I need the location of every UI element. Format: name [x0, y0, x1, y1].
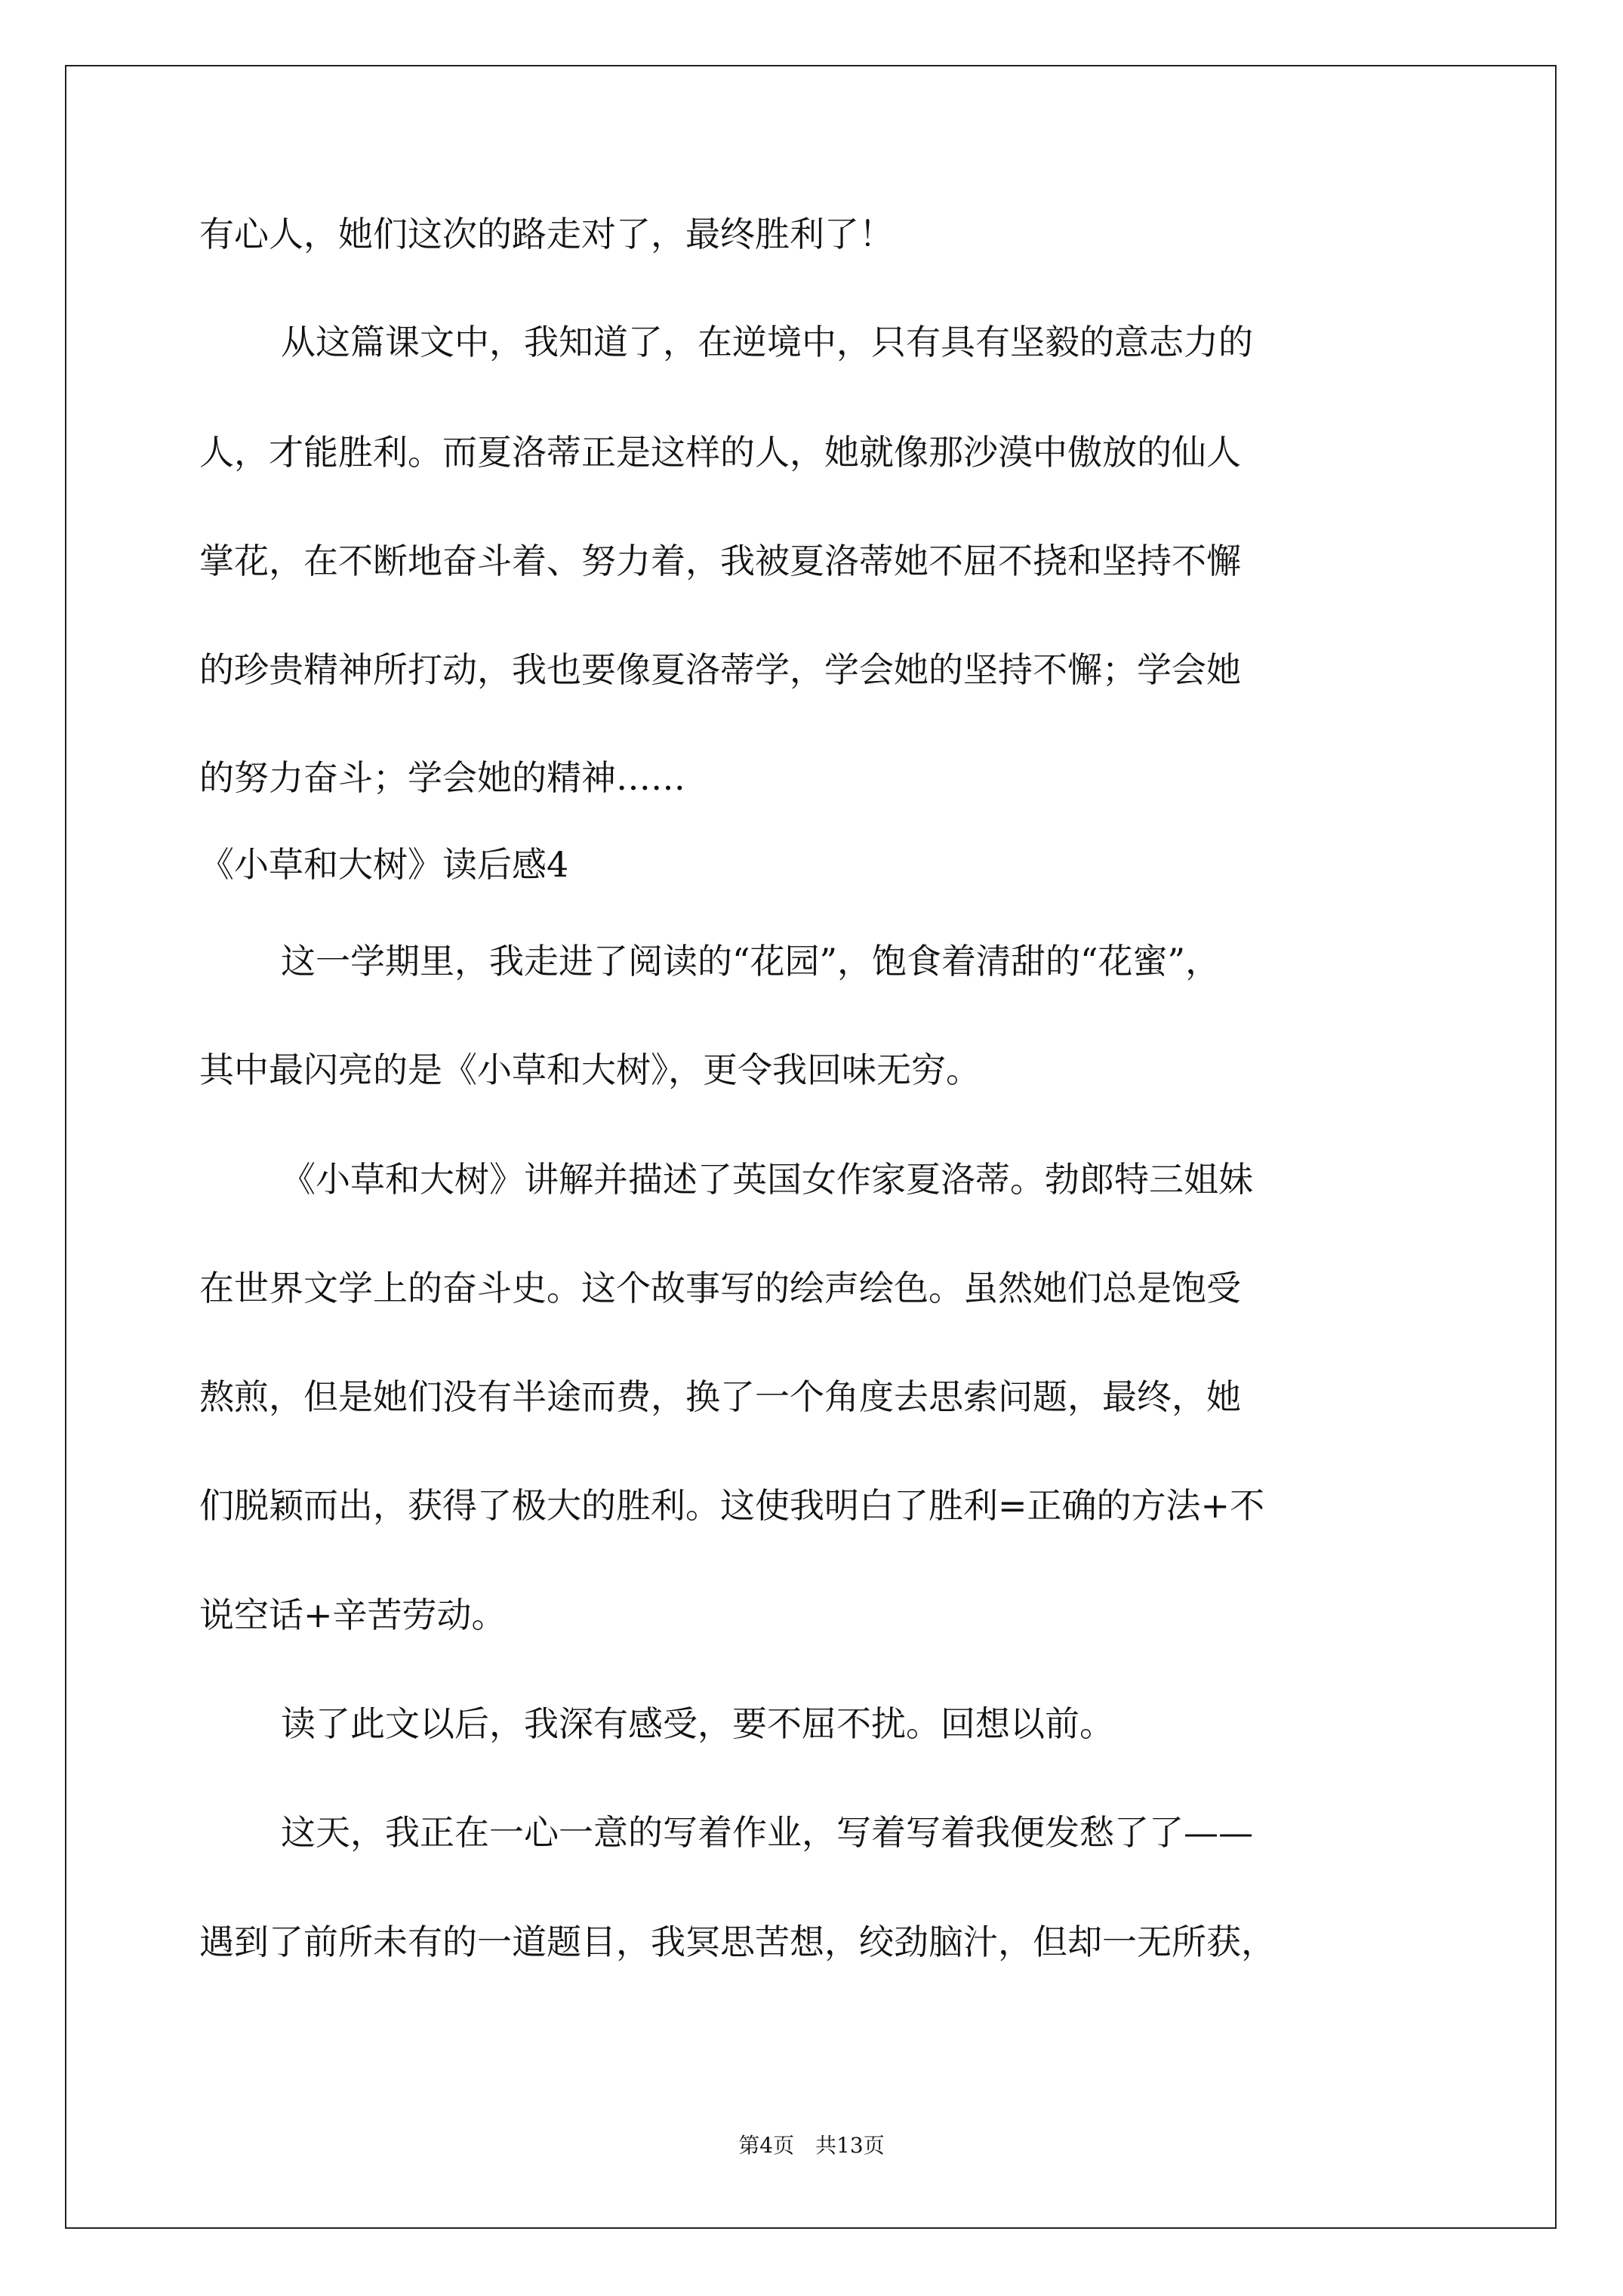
text-line: 遇到了前所未有的一道题目，我冥思苦想，绞劲脑汁，但却一无所获， — [199, 1922, 1276, 1962]
paragraph-first-line: 《小草和大树》讲解并描述了英国女作家夏洛蒂。勃郎特三姐妹 — [281, 1159, 1253, 1200]
paragraph-first-line: 这天，我正在一心一意的写着作业，写着写着我便发愁了了—— — [281, 1812, 1253, 1853]
paragraph-first-line: 这一学期里，我走进了阅读的“花园”，饱食着清甜的“花蜜”， — [281, 941, 1221, 982]
text-line: 掌花，在不断地奋斗着、努力着，我被夏洛蒂她不屈不挠和坚持不懈 — [199, 541, 1241, 581]
text-line: 的努力奋斗；学会她的精神…… — [199, 757, 685, 798]
page-total: 共13页 — [815, 2133, 885, 2158]
text-line: 人，才能胜利。而夏洛蒂正是这样的人，她就像那沙漠中傲放的仙人 — [199, 432, 1241, 473]
section-heading: 《小草和大树》读后感4 — [199, 844, 569, 885]
text-line: 说空话+辛苦劳动。 — [199, 1595, 507, 1635]
paragraph-first-line: 读了此文以后，我深有感受，要不屈不扰。回想以前。 — [281, 1703, 1114, 1744]
page-footer — [0, 2129, 1623, 2159]
text-line: 在世界文学上的奋斗史。这个故事写的绘声绘色。虽然她们总是饱受 — [199, 1268, 1241, 1308]
page-border — [65, 65, 1557, 2229]
page-number: 第4页 — [738, 2133, 795, 2158]
text-line: 有心人，她们这次的路走对了，最终胜利了！ — [199, 214, 894, 254]
text-line: 们脱颖而出，获得了极大的胜利。这使我明白了胜利=正确的方法+不 — [199, 1485, 1265, 1526]
text-line: 熬煎，但是她们没有半途而费，换了一个角度去思索问题，最终，她 — [199, 1376, 1241, 1417]
text-line: 的珍贵精神所打动，我也要像夏洛蒂学，学会她的坚持不懈；学会她 — [199, 649, 1241, 690]
text-line: 其中最闪亮的是《小草和大树》，更令我回味无穷。 — [199, 1049, 981, 1090]
paragraph-first-line: 从这篇课文中，我知道了，在逆境中，只有具有坚毅的意志力的 — [281, 322, 1253, 362]
